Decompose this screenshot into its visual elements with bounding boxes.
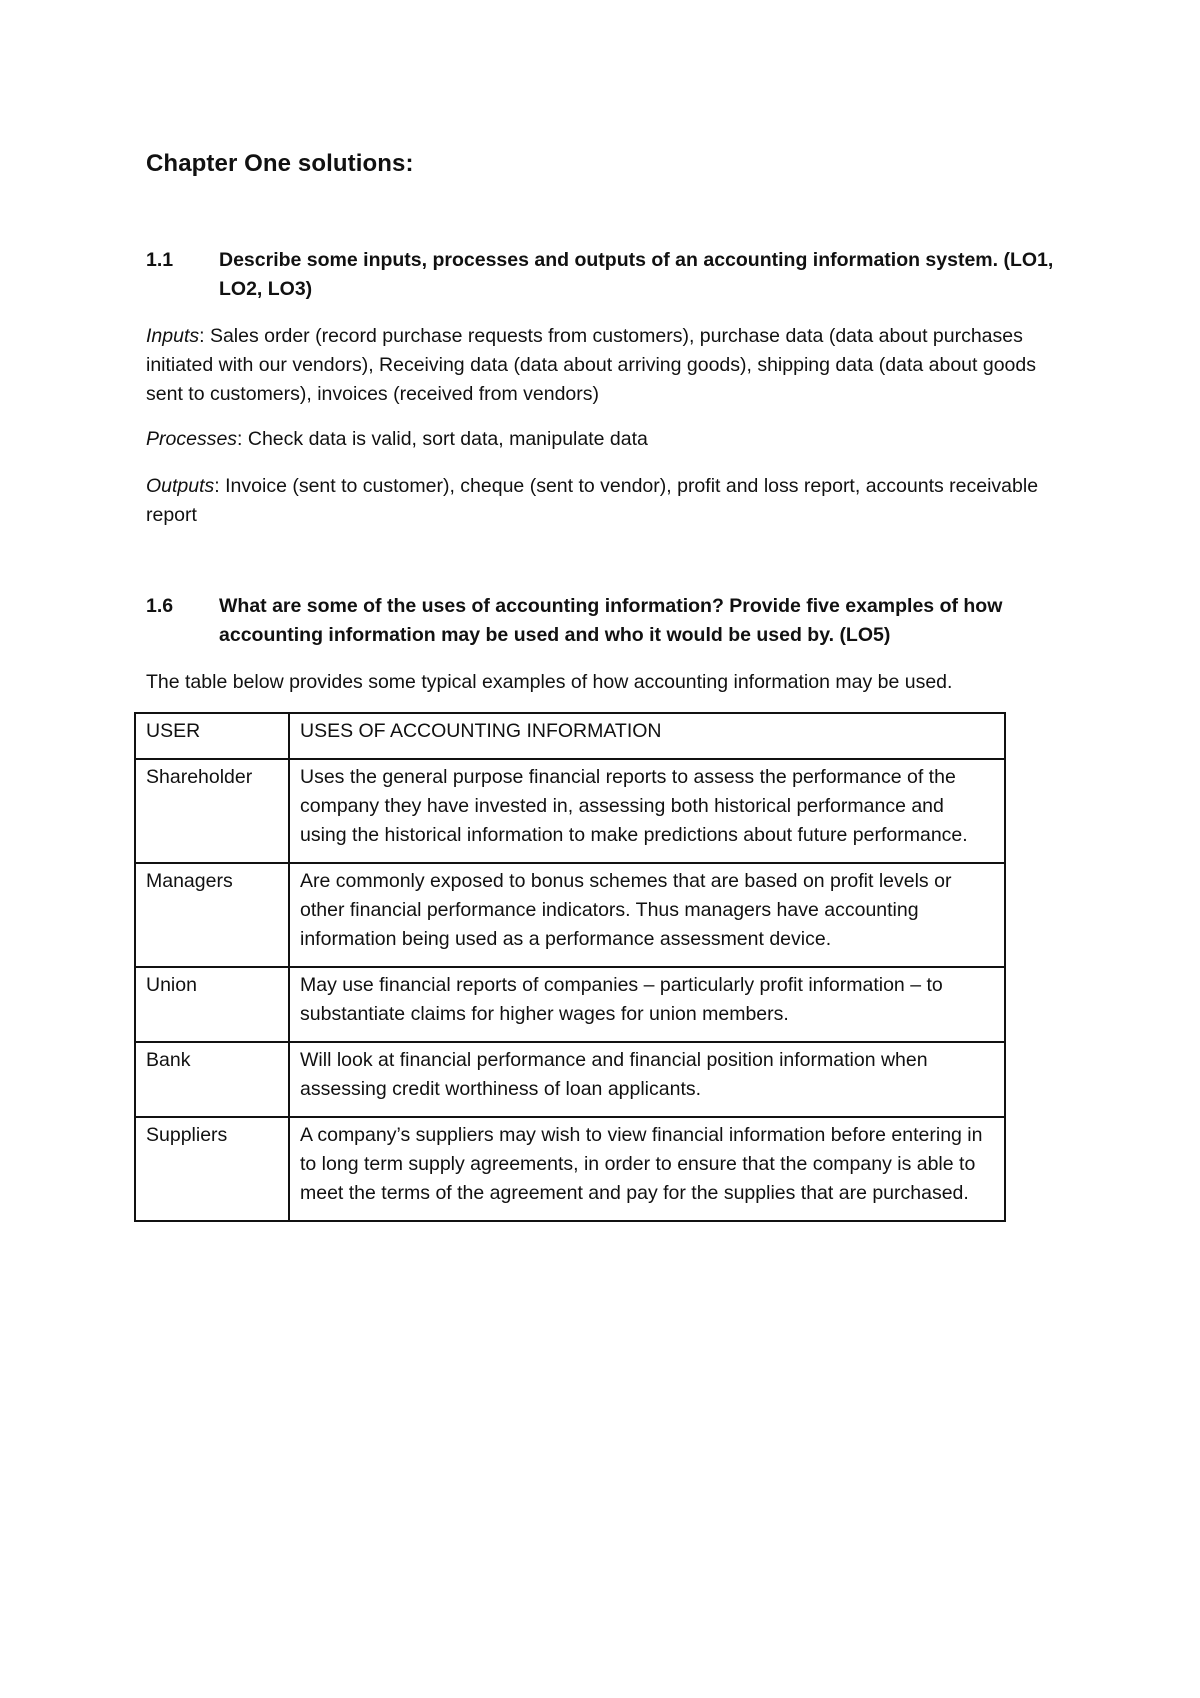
outputs-paragraph [146, 472, 1066, 530]
inputs-text: : Sales order (record purchase requests from customers), purchase data (data about purchases initiated with our vendors), Receiving data (data about arriving goods), shipping data (data about goods sent to customers), invoices (received from vendors) [146, 325, 1036, 405]
question-1-6 [146, 592, 1056, 650]
column-header-user: USER [135, 713, 289, 759]
outputs-label: Outputs [146, 475, 215, 497]
table-header-row [135, 713, 1005, 759]
question-text: What are some of the uses of accounting information? Provide five examples of how accounting information may be used and who it would be used by. (LO5) [219, 595, 1003, 646]
inputs-paragraph [146, 322, 1066, 409]
use-cell: Uses the general purpose financial reports to assess the performance of the company they have invested in, assessing both historical performance and using the historical information to make predictions about future performance. [289, 759, 1005, 863]
question-1-1 [146, 246, 1056, 304]
processes-label: Processes [146, 428, 238, 450]
processes-paragraph [146, 425, 1066, 454]
processes-text: : Check data is valid, sort data, manipulate data [237, 428, 648, 450]
use-cell: A company’s suppliers may wish to view financial information before entering in to long term supply agreements, in order to ensure that the company is able to meet the terms of the agreement and pay for the supplies that are purchased. [289, 1117, 1005, 1221]
user-cell: Shareholder [135, 759, 289, 863]
user-cell: Union [135, 967, 289, 1042]
page-title: Chapter One solutions: [146, 150, 414, 177]
table-row [135, 759, 1005, 863]
user-cell: Managers [135, 863, 289, 967]
column-header-uses: USES OF ACCOUNTING INFORMATION [289, 713, 1005, 759]
uses-table [134, 712, 1006, 1222]
table-row [135, 1042, 1005, 1117]
use-cell: May use financial reports of companies – particularly profit information – to substantiate claims for higher wages for union members. [289, 967, 1005, 1042]
inputs-label: Inputs [146, 325, 200, 347]
table-row [135, 1117, 1005, 1221]
question-number: 1.1 [146, 249, 174, 271]
question-number: 1.6 [146, 595, 174, 617]
user-cell: Bank [135, 1042, 289, 1117]
user-cell: Suppliers [135, 1117, 289, 1221]
outputs-text: : Invoice (sent to customer), cheque (sent to vendor), profit and loss report, accounts receivable report [146, 475, 1039, 526]
use-cell: Are commonly exposed to bonus schemes that are based on profit levels or other financial performance indicators. Thus managers have accounting information being used as a performance assessment device. [289, 863, 1005, 967]
use-cell: Will look at financial performance and financial position information when assessing credit worthiness of loan applicants. [289, 1042, 1005, 1117]
table-row [135, 967, 1005, 1042]
table-row [135, 863, 1005, 967]
question-text: Describe some inputs, processes and outputs of an accounting information system. (LO1, LO2, LO3) [219, 249, 1054, 300]
table-intro: The table below provides some typical examples of how accounting information may be used. [146, 671, 953, 693]
